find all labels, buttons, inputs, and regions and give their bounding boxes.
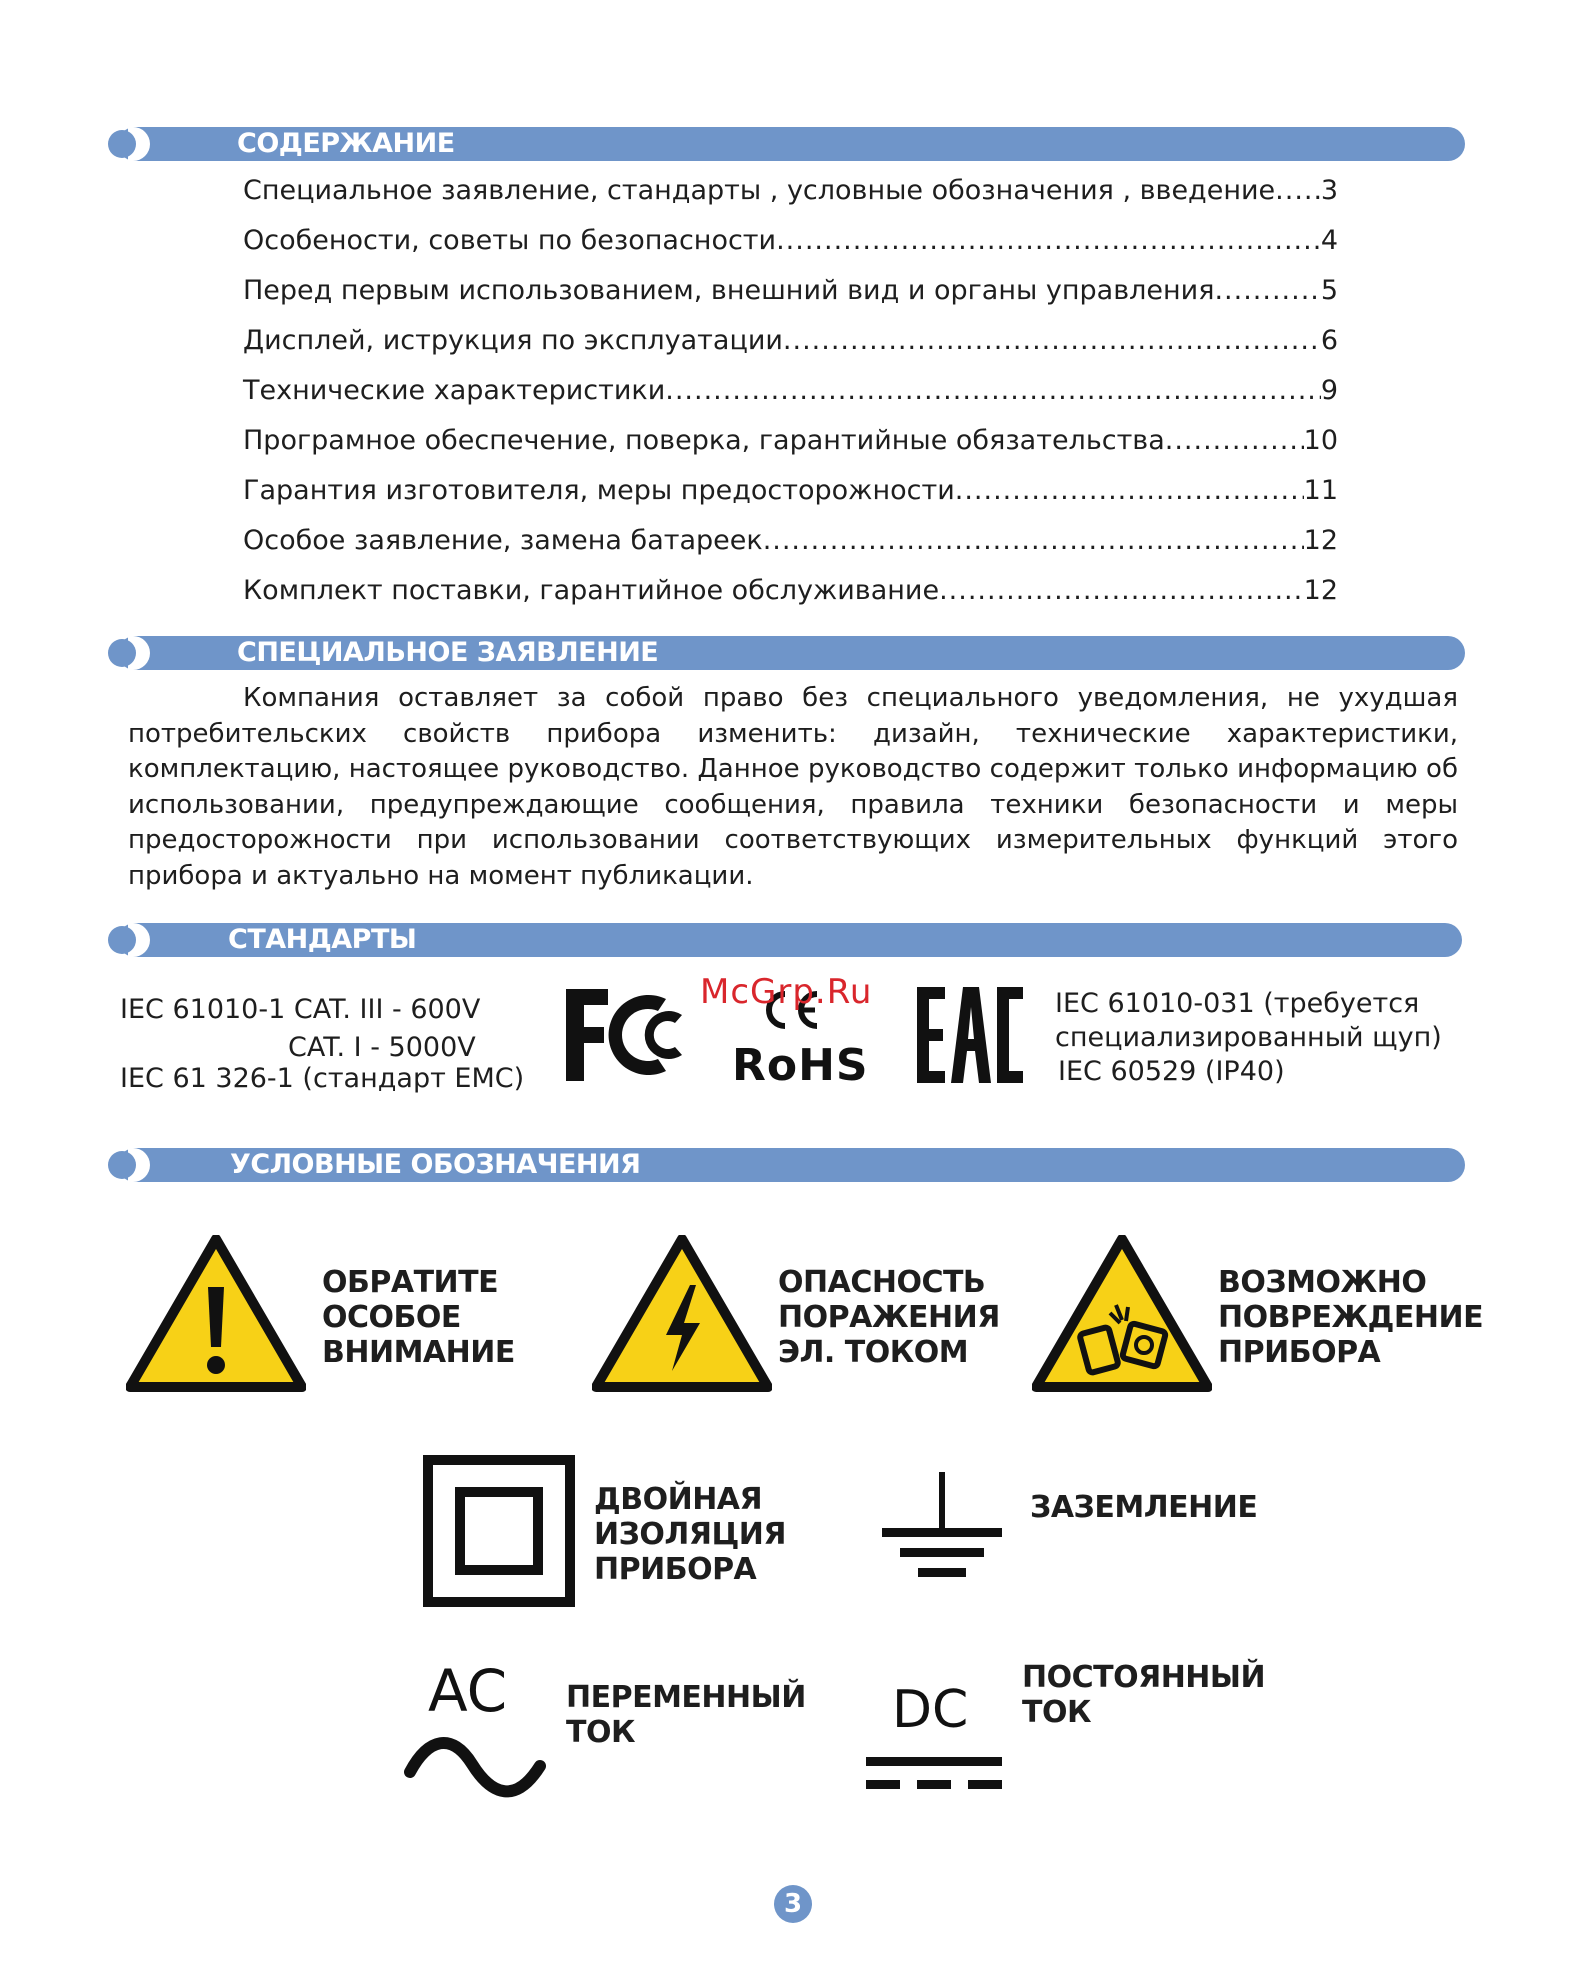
section-bullet-icon xyxy=(108,1151,136,1179)
direct-current-icon xyxy=(864,1755,1004,1795)
symbol-label-attention: ОБРАТИТЕ ОСОБОЕ ВНИМАНИЕ xyxy=(322,1265,515,1370)
section-bullet-icon xyxy=(108,639,136,667)
high-voltage-icon xyxy=(592,1235,772,1392)
toc-item[interactable]: Особености, советы по безопасности ..... 4 xyxy=(243,225,1338,265)
symbol-label-ac: ПЕРЕМЕННЫЙ ТОК xyxy=(566,1680,806,1750)
standard-line: специализированный щуп) xyxy=(1055,1022,1442,1053)
toc-item[interactable]: Програмное обеспечение, поверка, гарантийные обязательства ..... 10 xyxy=(243,425,1338,465)
standard-line: CAT. I - 5000V xyxy=(288,1032,476,1063)
rohs-logo: RoHS xyxy=(732,1040,869,1091)
standard-line: IEC 61010-1 CAT. III - 600V xyxy=(120,994,481,1025)
warning-exclamation-icon xyxy=(126,1235,306,1392)
dc-symbol-text: DC xyxy=(892,1680,969,1740)
toc-item[interactable]: Технические характеристики ..... 9 xyxy=(243,375,1338,415)
symbol-label-shock: ОПАСНОСТЬ ПОРАЖЕНИЯ ЭЛ. ТОКОМ xyxy=(778,1265,1000,1370)
double-insulation-icon xyxy=(423,1455,575,1607)
fcc-logo-icon xyxy=(562,985,697,1085)
section-title: СОДЕРЖАНИЕ xyxy=(237,128,455,159)
section-title: СПЕЦИАЛЬНОЕ ЗАЯВЛЕНИЕ xyxy=(237,637,659,668)
standard-line: IEC 61010-031 (требуется xyxy=(1055,988,1420,1019)
sine-wave-icon xyxy=(404,1728,546,1808)
toc-item[interactable]: Особое заявление, замена батареек ..... 12 xyxy=(243,525,1338,565)
symbol-label-double-insulation: ДВОЙНАЯ ИЗОЛЯЦИЯ ПРИБОРА xyxy=(594,1482,786,1587)
standard-line: IEC 60529 (IP40) xyxy=(1058,1056,1285,1087)
ac-symbol-text: AC xyxy=(428,1657,508,1725)
toc-item[interactable]: Гарантия изготовителя, меры предосторожности ..... 11 xyxy=(243,475,1338,515)
toc-item[interactable]: Специальное заявление, стандарты , условные обозначения , введение ..... 3 xyxy=(243,175,1338,215)
symbol-label-dc: ПОСТОЯННЫЙ ТОК xyxy=(1022,1660,1266,1730)
symbol-label-damage: ВОЗМОЖНО ПОВРЕЖДЕНИЕ ПРИБОРА xyxy=(1218,1265,1484,1370)
special-statement-text: Компания оставляет за собой право без специального уведомления, не ухудшая потребительских свойств прибора изменить: дизайн, технические характеристики, комплектацию, настоящее руководство. Данное руководство содержит только информацию об использовании, предупреждающие сообщения, правила техники безопасности и меры предосторожности при использовании соответствующих измерительных функций этого прибора и актуально на момент публикации. xyxy=(128,683,1458,891)
device-damage-icon xyxy=(1032,1235,1212,1392)
page-number: 3 xyxy=(774,1885,812,1923)
toc-item[interactable]: Комплект поставки, гарантийное обслуживание ..... 12 xyxy=(243,575,1338,615)
standard-line: IEC 61 326-1 (стандарт EMC) xyxy=(120,1063,525,1094)
section-title: СТАНДАРТЫ xyxy=(228,924,417,955)
toc-item[interactable]: Перед первым использованием, внешний вид и органы управления ..... 5 xyxy=(243,275,1338,315)
eac-logo-icon xyxy=(915,985,1025,1085)
toc-item[interactable]: Дисплей, иструкция по эксплуатации ..... 6 xyxy=(243,325,1338,365)
ground-icon xyxy=(878,1468,1006,1580)
section-bullet-icon xyxy=(108,926,136,954)
section-title: УСЛОВНЫЕ ОБОЗНАЧЕНИЯ xyxy=(230,1149,641,1180)
watermark: McGrp.Ru xyxy=(700,972,873,1012)
symbol-label-ground: ЗАЗЕМЛЕНИЕ xyxy=(1030,1490,1258,1525)
